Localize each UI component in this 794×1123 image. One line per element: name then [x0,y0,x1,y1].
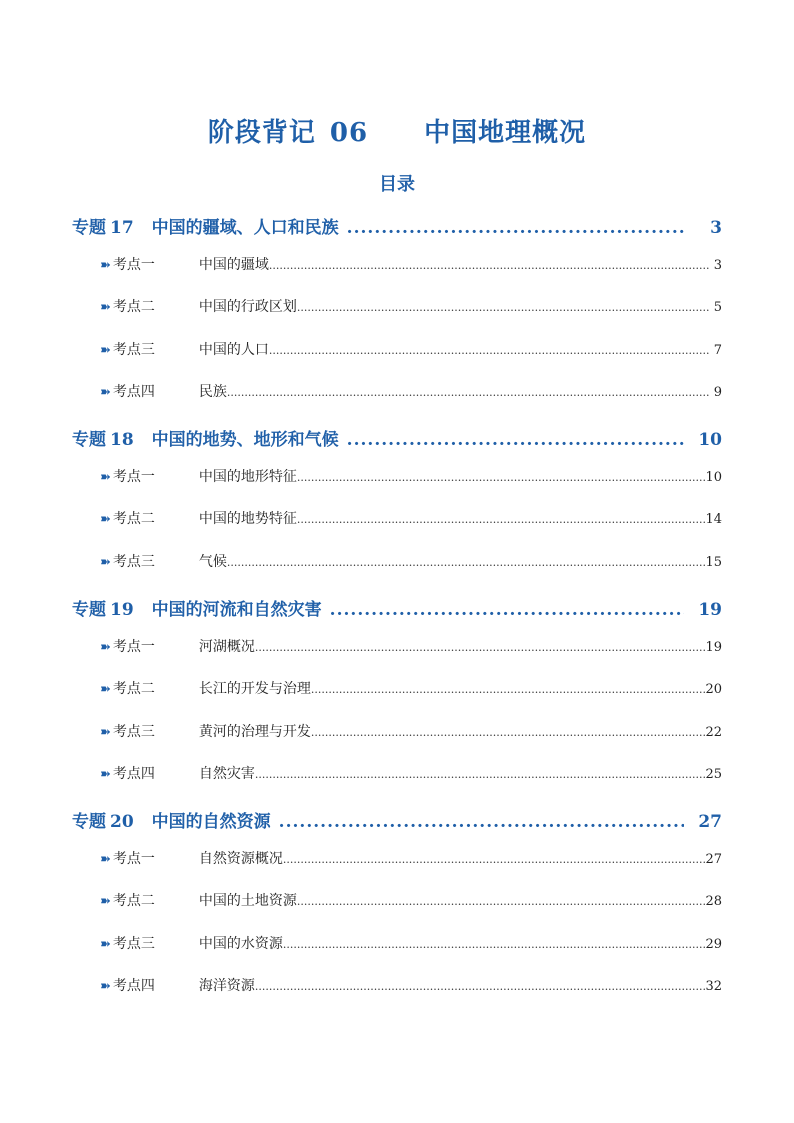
topic-title: 中国的自然资源 [151,812,271,832]
point-title: 中国的地势特征 [198,511,297,528]
dot-leader [255,980,706,993]
topic-number: 19 [110,600,134,620]
topic-label: 专题 [72,600,106,620]
toc-topic-entry[interactable] [72,425,722,450]
toc-heading: 目录 [379,174,415,195]
point-page-number: 5 [713,300,722,316]
topic-page-number: 3 [710,218,722,238]
point-title: 自然资源概况 [198,851,283,867]
toc-topic-entry[interactable] [72,807,722,832]
arrow-icon: ➽ [100,342,111,358]
dot-leader [227,386,710,399]
topic-number: 17 [110,218,134,238]
point-title: 中国的人口 [198,341,269,358]
toc-point-entry[interactable] [100,975,722,995]
point-page-number: 20 [705,682,722,698]
dot-leader [297,513,706,526]
point-page-number: 28 [705,894,722,910]
point-label: 考点一 [112,257,155,273]
point-title: 中国的水资源 [198,935,283,952]
arrow-icon: ➽ [100,724,111,740]
point-title: 中国的土地资源 [198,893,297,910]
toc-point-entry[interactable] [100,296,722,316]
arrow-icon: ➽ [100,300,111,316]
topic-title: 中国的疆域、人口和民族 [151,218,339,238]
toc-point-entry[interactable] [100,254,722,274]
arrow-icon: ➽ [100,640,111,655]
topic-label: 专题 [72,218,106,238]
point-label: 考点四 [112,383,155,400]
point-title: 中国的行政区划 [198,299,297,316]
point-page-number: 29 [705,936,722,952]
point-label: 考点三 [112,935,155,952]
dot-leader [255,768,706,781]
arrow-icon: ➽ [100,682,111,698]
point-page-number: 9 [713,384,722,400]
point-page-number: 25 [705,766,722,782]
point-page-number: 19 [705,640,722,655]
point-label: 考点二 [112,681,155,698]
point-label: 考点二 [112,299,155,316]
point-title: 中国的地形特征 [198,469,297,485]
toc-point-entry[interactable] [100,678,722,698]
point-label: 考点一 [112,469,155,485]
point-label: 考点二 [112,511,155,528]
dot-leader [347,430,685,450]
point-title: 自然灾害 [198,765,255,782]
topic-page-number: 10 [698,430,722,450]
point-label: 考点三 [112,553,155,570]
point-page-number: 22 [705,724,722,740]
point-title: 气候 [198,553,227,570]
toc-point-entry[interactable] [100,381,722,401]
point-label: 考点二 [112,893,155,910]
dot-leader [269,259,710,272]
point-label: 考点四 [112,977,155,994]
arrow-icon: ➽ [100,936,111,952]
dot-leader [297,895,706,908]
arrow-icon: ➽ [100,470,111,485]
dot-leader [279,812,685,832]
topic-page-number: 27 [698,812,722,832]
arrow-icon: ➽ [100,766,111,782]
arrow-icon: ➽ [100,554,111,570]
dot-leader [255,641,706,654]
toc-point-entry[interactable] [100,763,722,783]
title-main: 中国地理概况 [424,118,587,148]
toc-point-entry[interactable] [100,636,722,656]
arrow-icon: ➽ [100,258,111,273]
dot-leader [283,938,706,951]
toc-point-entry[interactable] [100,721,722,741]
dot-leader [330,600,685,620]
point-label: 考点一 [112,851,155,867]
toc-point-entry[interactable] [100,339,722,359]
toc-point-entry[interactable] [100,848,722,868]
point-page-number: 7 [713,342,722,358]
topic-label: 专题 [72,812,106,832]
topic-page-number: 19 [698,600,722,620]
point-page-number: 10 [705,470,722,485]
dot-leader [347,218,686,238]
toc-point-entry[interactable] [100,508,722,528]
dot-leader [297,301,710,314]
point-title: 黄河的治理与开发 [198,723,311,740]
toc-topic-entry[interactable] [72,213,722,238]
point-title: 长江的开发与治理 [198,681,311,698]
document-title [0,112,794,149]
point-page-number: 14 [705,512,722,528]
point-title: 海洋资源 [198,977,255,994]
dot-leader [227,556,706,569]
title-prefix: 阶段背记 [207,118,316,148]
dot-leader [311,683,706,696]
arrow-icon: ➽ [100,894,111,910]
arrow-icon: ➽ [100,852,111,867]
arrow-icon: ➽ [100,978,111,994]
dot-leader [311,726,706,739]
toc-point-entry[interactable] [100,933,722,953]
toc-point-entry[interactable] [100,551,722,571]
toc-point-entry[interactable] [100,890,722,910]
dot-leader [269,344,710,357]
point-label: 考点四 [112,765,155,782]
topic-number: 18 [110,430,134,450]
toc-topic-entry[interactable] [72,595,722,620]
topic-label: 专题 [72,430,106,450]
dot-leader [297,471,706,484]
point-label: 考点一 [112,639,155,655]
arrow-icon: ➽ [100,512,111,528]
arrow-icon: ➽ [100,384,111,400]
point-title: 河湖概况 [198,639,255,655]
dot-leader [283,853,706,866]
point-label: 考点三 [112,341,155,358]
point-title: 民族 [198,383,227,400]
topic-title: 中国的河流和自然灾害 [151,600,322,620]
point-page-number: 15 [705,554,722,570]
point-page-number: 27 [705,852,722,867]
toc-point-entry[interactable] [100,466,722,486]
topic-title: 中国的地势、地形和气候 [151,430,339,450]
point-label: 考点三 [112,723,155,740]
point-title: 中国的疆域 [198,257,269,273]
title-number: 06 [329,118,369,148]
point-page-number: 32 [705,978,722,994]
topic-number: 20 [110,812,134,832]
point-page-number: 3 [713,258,722,273]
